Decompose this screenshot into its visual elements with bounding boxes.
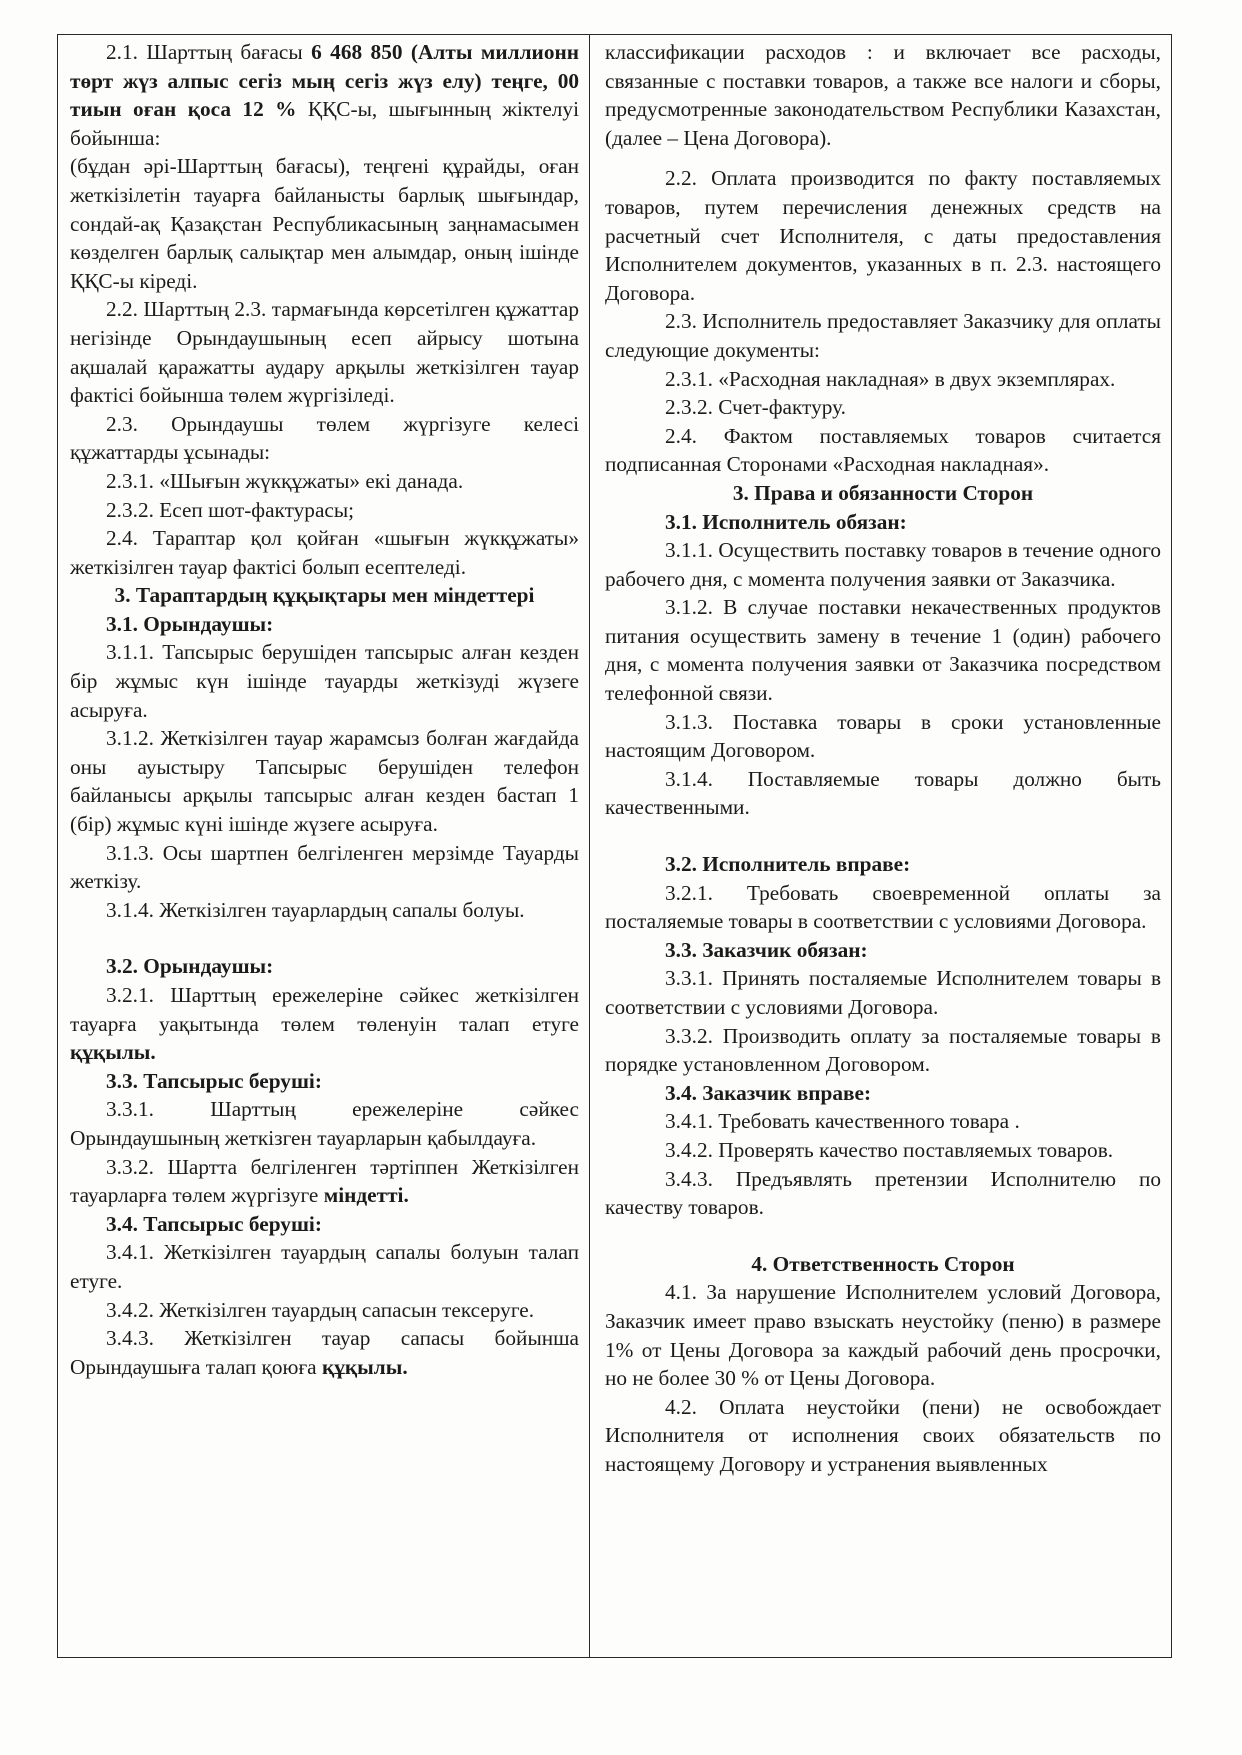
clause-2-3-kz: 2.3. Орындаушы төлем жүргізуге келесі құжаттарды ұсынады:	[70, 411, 579, 465]
clause-2-1-cont-ru: классификации расходов : и включает все расходы, связанные с поставки товаров, а также все налоги и сборы, предусмотренные законодательством Республики Казахстан, (далее – Цена Договора).	[605, 40, 1161, 150]
clause-text: 3.2.1. Шарттың ережелеріне сәйкес жеткізілген тауарға уақытында төлем төленуін талап етуге	[70, 983, 579, 1036]
clause-bold-text: құқылы.	[70, 1040, 156, 1065]
clause-3-3-1-ru: 3.3.1. Принять посталяемые Исполнителем товары в соответствии с условиями Договора.	[605, 966, 1161, 1019]
clause-3-1-1-ru: 3.1.1. Осуществить поставку товаров в течение одного рабочего дня, с момента получения заявки от Заказчика.	[605, 538, 1161, 591]
clause-3-2-1-ru: 3.2.1. Требовать своевременной оплаты за посталяемые товары в соответствии с условиями Договора.	[605, 880, 1161, 934]
clause-3-3-1-kz: 3.3.1. Шарттың ережелеріне сәйкес Орындаушының жеткізген тауарларын қабылдауға.	[70, 1097, 579, 1150]
clause-text: 3.4.3. Жеткізілген тауар сапасы бойынша Орындаушыға талап қоюға	[70, 1326, 579, 1379]
clause-3-1-4-kz: 3.1.4. Жеткізілген тауарлардың сапалы болуы.	[106, 897, 525, 922]
clause-3-4-2-ru: 3.4.2. Проверять качество поставляемых товаров.	[665, 1137, 1114, 1162]
clause-text: ҚҚС-ы, шығынның жіктелуі бойынша:	[70, 97, 579, 150]
clause-2-3-2-ru: 2.3.2. Счет-фактуру.	[665, 395, 846, 420]
section-3-2-heading-ru: 3.2. Исполнитель вправе:	[665, 852, 911, 877]
clause-2-1-cont-kz: (бұдан әрі-Шарттың бағасы), теңгені құрайды, оған жеткізілетін тауарға байланысты барлық шығындар, сондай-ақ Қазақстан Республикасының заңнамасымен көзделген барлық салықтар мен алымдар, оның ішінде ҚҚС-ы кіреді.	[70, 154, 579, 293]
spacer	[605, 152, 1161, 164]
clause-bold-text: міндетті.	[323, 1183, 409, 1208]
clause-2-3-1-ru: 2.3.1. «Расходная накладная» в двух экземплярах.	[665, 366, 1116, 391]
clause-2-4-ru: 2.4. Фактом поставляемых товаров считается подписанная Сторонами «Расходная накладная».	[605, 423, 1161, 477]
section-3-3-heading-ru: 3.3. Заказчик обязан:	[665, 937, 868, 962]
clause-2-3-2-kz: 2.3.2. Есеп шот-фактурасы;	[106, 497, 355, 522]
clause-3-1-2-ru: 3.1.2. В случае поставки некачественных продуктов питания осуществить замену в течение 1 (один) рабочего дня, с момента получения заявки от Заказчика посредством телефонной связи.	[605, 595, 1161, 706]
clause-3-1-3-kz: 3.1.3. Осы шартпен белгіленген мерзімде Тауарды жеткізу.	[70, 840, 579, 894]
bilingual-contract-table	[57, 34, 1172, 1658]
clause-2-3-1-kz: 2.3.1. «Шығын жүкқұжаты» екі данада.	[106, 468, 464, 493]
clause-2-2-kz: 2.2. Шарттың 2.3. тармағында көрсетілген құжаттар негізінде Орындаушының есеп айрысу шотына ақшалай қаражатты аудару арқылы жеткізілген тауар фактісі бойынша төлем жүргізіледі.	[70, 297, 579, 408]
clause-4-2-ru: 4.2. Оплата неустойки (пени) не освобождает Исполнителя от исполнения своих обязательств по настоящему Договору и устранения выявленных	[605, 1394, 1161, 1476]
russian-column	[590, 35, 1171, 1657]
clause-2-3-ru: 2.3. Исполнитель предоставляет Заказчику для оплаты следующие документы:	[605, 309, 1161, 362]
section-3-1-heading-kz: 3.1. Орындаушы:	[106, 611, 274, 636]
clause-bold-text: құқылы.	[321, 1354, 408, 1379]
clause-3-3-2-kz	[70, 1153, 579, 1210]
clause-2-1-kz	[70, 38, 579, 152]
clause-text: 2.1. Шарттың бағасы	[106, 40, 312, 64]
kazakh-column	[58, 35, 590, 1657]
spacer	[70, 924, 579, 952]
section-3-2-heading-kz: 3.2. Орындаушы:	[106, 954, 274, 979]
section-3-1-heading-ru: 3.1. Исполнитель обязан:	[665, 509, 907, 534]
section-3-4-heading-ru: 3.4. Заказчик вправе:	[665, 1080, 872, 1105]
clause-3-1-2-kz: 3.1.2. Жеткізілген тауар жарамсыз болған жағдайда оны ауыстыру Тапсырыс берушіден телефон байланысы арқылы тапсырыс алған кезден бастап 1 (бір) жұмыс күні ішінде жүзеге асыруға.	[70, 726, 579, 837]
section-3-4-heading-kz: 3.4. Тапсырыс беруші:	[106, 1211, 322, 1236]
clause-3-4-1-kz: 3.4.1. Жеткізілген тауардың сапалы болуын талап етуге.	[70, 1240, 579, 1293]
clause-3-4-1-ru: 3.4.1. Требовать качественного товара .	[665, 1109, 1020, 1134]
price-bold-text: 6 468 850 (Алты миллионн төрт жүз алпыс сегіз мың сегіз жүз елу) теңге, 00 тиын оған қоса 12 %	[70, 40, 580, 122]
clause-3-1-3-ru: 3.1.3. Поставка товары в сроки установленные настоящим Договором.	[605, 709, 1161, 763]
clause-3-2-1-kz	[70, 981, 579, 1067]
clause-3-1-1-kz: 3.1.1. Тапсырыс берушіден тапсырыс алған кезден бір жұмыс күн ішінде тауарды жеткізуді жүзеге асыруға.	[70, 640, 579, 722]
clause-3-4-2-kz: 3.4.2. Жеткізілген тауардың сапасын тексеруге.	[106, 1297, 535, 1322]
clause-3-3-2-ru: 3.3.2. Производить оплату за посталяемые товары в порядке установленном Договором.	[605, 1023, 1161, 1077]
section-3-heading-ru: 3. Права и обязанности Сторон	[732, 480, 1034, 505]
spacer	[605, 1222, 1161, 1250]
clause-3-1-4-ru: 3.1.4. Поставляемые товары должно быть качественными.	[605, 766, 1161, 820]
spacer	[605, 822, 1161, 850]
section-4-heading-ru: 4. Ответственность Сторон	[751, 1251, 1015, 1276]
section-3-heading-kz: 3. Тараптардың құқықтары мен міндеттері	[114, 583, 535, 608]
clause-2-4-kz: 2.4. Тараптар қол қойған «шығын жүкқұжаты» жеткізілген тауар фактісі болып есептеледі.	[70, 526, 579, 579]
clause-3-4-3-kz	[70, 1324, 579, 1381]
section-3-3-heading-kz: 3.3. Тапсырыс беруші:	[106, 1068, 322, 1093]
clause-text: 3.3.2. Шартта белгіленген тәртіппен Жеткізілген тауарларға төлем жүргізуге	[70, 1154, 579, 1208]
clause-2-2-ru: 2.2. Оплата производится по факту поставляемых товаров, путем перечисления денежных средств на расчетный счет Исполнителя, с даты предоставления Исполнителем документов, указанных в п. 2.3. настоящего Договора.	[605, 166, 1161, 305]
clause-4-1-ru: 4.1. За нарушение Исполнителем условий Договора, Заказчик имеет право взыскать неустойку (пеню) в размере 1% от Цены Договора за каждый рабочий день просрочки, но не более 30 % от Цены Договора.	[605, 1280, 1161, 1391]
clause-3-4-3-ru: 3.4.3. Предъявлять претензии Исполнителю по качеству товаров.	[605, 1166, 1161, 1220]
